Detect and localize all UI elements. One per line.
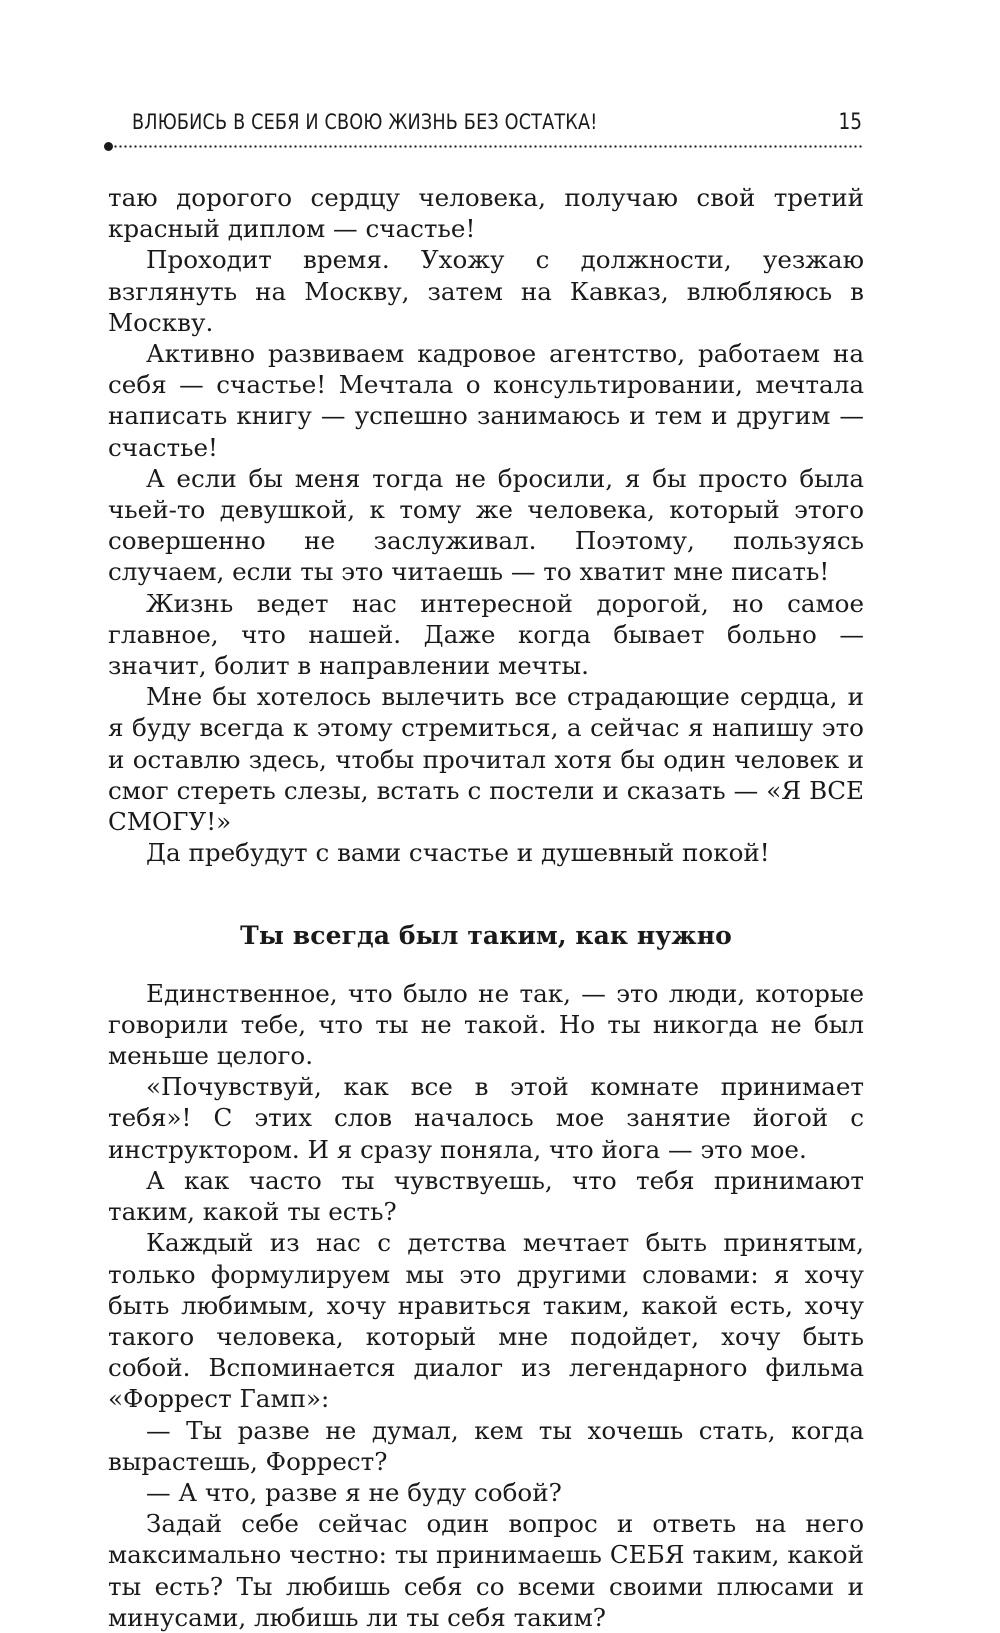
paragraph: «Почувствуй, как все в этой комнате принимает тебя»! С этих слов началось мое занятие йогой с инструктором. И я сразу поняла, что йога — это мое. [108, 1072, 864, 1164]
paragraph: А как часто ты чувствуешь, что тебя принимают таким, какой ты есть? [108, 1165, 864, 1227]
paragraph: Задай себе сейчас один вопрос и ответь на него максимально честно: ты принимаешь СЕБЯ таким, какой ты есть? Ты любишь себя со всеми своими плюсами и минусами, любишь ли ты себя таким? [108, 1509, 864, 1632]
running-title: ВЛЮБИСЬ В СЕБЯ И СВОЮ ЖИЗНЬ БЕЗ ОСТАТКА! [132, 110, 598, 134]
section-heading: Ты всегда был таким, как нужно [240, 921, 732, 951]
header-dotted-rule [108, 145, 864, 148]
paragraph: Жизнь ведет нас интересной дорогой, но самое главное, что нашей. Даже когда бывает больно — значит, болит в направлении мечты. [108, 588, 864, 681]
paragraph: — Ты разве не думал, кем ты хочешь стать, когда вырастешь, Форрест? [108, 1415, 864, 1476]
paragraph: Проходит время. Ухожу с должности, уезжаю взглянуть на Москву, затем на Кавказ, влюбляюсь в Москву. [108, 245, 864, 337]
main-text [108, 182, 864, 1633]
paragraph: Активно развиваем кадровое агентство, работаем на себя — счастье! Мечтала о консультировании, мечтала написать книгу — успешно занимаюсь и тем и другим — счастье! [108, 339, 864, 462]
paragraph: — А что, разве я не буду собой? [146, 1477, 562, 1507]
paragraph: А если бы меня тогда не бросили, я бы просто была чьей-то девушкой, к тому же человека, который этого совершенно не заслуживал. Поэтому, пользуясь случаем, если ты это читаешь — то хватит мне писать! [108, 463, 864, 587]
paragraph: Мне бы хотелось вылечить все страдающие сердца, и я буду всегда к этому стремиться, а сейчас я напишу это и оставлю здесь, чтобы прочитал хотя бы один человек и смог стереть слезы, встать с постели и сказать — «Я ВСЕ СМОГУ!» [108, 682, 864, 837]
paragraph: Да пребудут с вами счастье и душевный покой! [146, 838, 770, 868]
paragraph: Каждый из нас с детства мечтает быть принятым, только формулируем мы это другими словами: я хочу быть любимым, хочу нравиться таким, какой есть, хочу такого человека, который мне подойдет, хочу быть собой. Вспоминается диалог из легендарного фильма «Форрест Гамп»: [108, 1228, 864, 1414]
running-header [108, 98, 864, 146]
paragraph: Единственное, что было не так, — это люди, которые говорили тебе, что ты не такой. Но ты никогда не был меньше целого. [108, 978, 864, 1071]
paragraph: таю дорогого сердцу человека, получаю свой третий красный диплом — счастье! [108, 183, 864, 244]
page-number: 15 [838, 110, 862, 135]
